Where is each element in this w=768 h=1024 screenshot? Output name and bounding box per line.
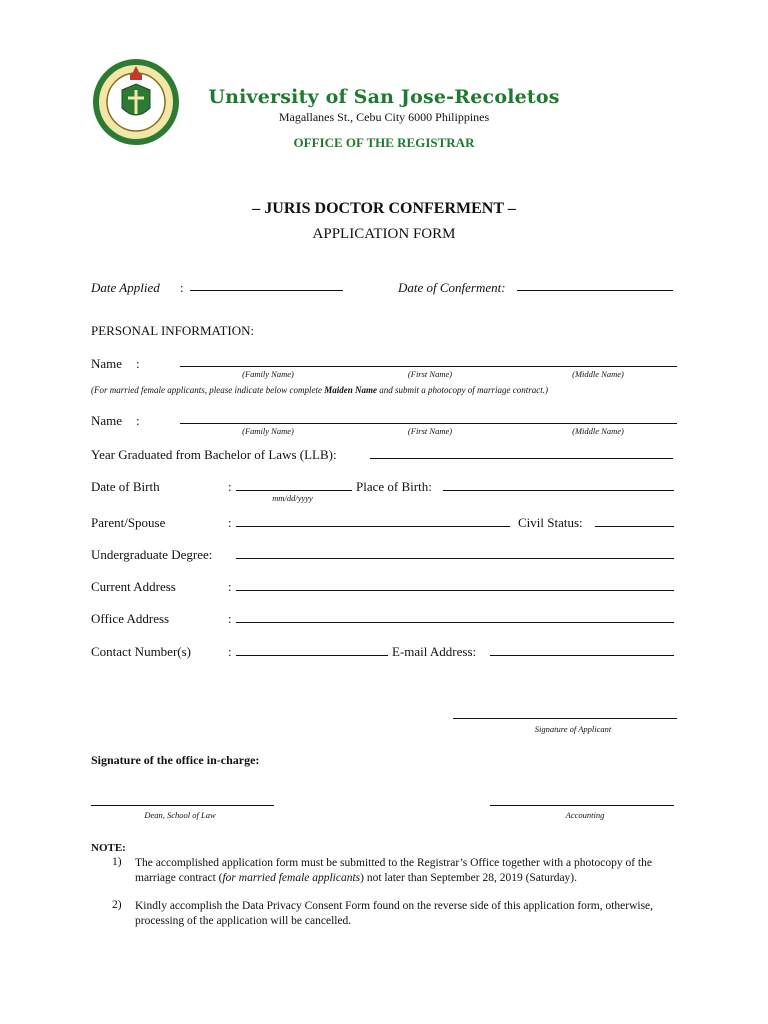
middle-name-hint: (Middle Name) [572,369,624,379]
name-colon: : [136,356,140,371]
name-label: Name [91,356,123,371]
applicant-signature-label: Signature of Applicant [534,724,612,734]
maiden-name-field[interactable] [180,423,677,424]
maiden-first-name-hint: (First Name) [407,426,453,436]
date-conferment-field[interactable] [517,290,673,291]
email-label: E-mail Address: [392,644,477,659]
pob-field[interactable] [443,490,674,491]
family-name-hint: (Family Name) [242,369,294,379]
current-address-colon: : [228,579,232,594]
maiden-name-label: Name [91,413,123,428]
first-name-hint: (First Name) [407,369,453,379]
office-address-label: Office Address [91,611,170,626]
current-address-field[interactable] [236,590,674,591]
form-title: – JURIS DOCTOR CONFERMENT – [252,200,516,217]
note-1-text: The accomplished application form must be submitted to the Registrar’s Office together with a photocopy of the marriage contract (for married female applicants) not later than September 28, 2019 (Saturday). [135,857,652,884]
married-note: (For married female applicants, please indicate below complete Maiden Name and submit a photocopy of marriage contract.) [91,385,548,395]
dob-field[interactable] [236,490,352,491]
applicant-signature-line[interactable] [453,718,677,719]
year-graduated-label: Year Graduated from Bachelor of Laws (LLB): [91,447,337,462]
email-field[interactable] [490,655,674,656]
date-applied-field[interactable] [190,290,343,291]
parent-label: Parent/Spouse [91,515,166,530]
maiden-name-colon: : [136,413,140,428]
contact-label: Contact Number(s) [91,644,192,659]
note-2-number: 2) [112,899,122,911]
university-address: Magallanes St., Cebu City 6000 Philippines [278,110,490,124]
note-2-text: Kindly accomplish the Data Privacy Consent Form found on the reverse side of this application form, otherwise, processing of the application will be cancelled. [135,900,654,927]
dob-label: Date of Birth [91,479,160,494]
civil-status-label: Civil Status: [518,515,583,530]
dob-hint: mm/dd/yyyy [272,493,313,503]
office-address-colon: : [228,611,232,626]
contact-field[interactable] [236,655,388,656]
current-address-label: Current Address [91,579,176,594]
university-name: University of San Jose-Recoletos [208,86,560,108]
personal-info-label: PERSONAL INFORMATION: [91,323,255,338]
maiden-family-name-hint: (Family Name) [242,426,294,436]
dean-signature-line[interactable] [91,805,274,806]
pob-label: Place of Birth: [356,479,432,494]
undergrad-field[interactable] [236,558,674,559]
accounting-signature-line[interactable] [490,805,674,806]
date-applied-colon: : [180,280,184,295]
civil-status-field[interactable] [595,526,674,527]
date-applied-label: Date Applied [91,280,160,295]
year-graduated-field[interactable] [370,458,673,459]
office-signature-label: Signature of the office in-charge: [91,753,260,767]
note-heading: NOTE: [91,842,126,854]
dob-colon: : [228,479,232,494]
office-address-field[interactable] [236,622,674,623]
undergrad-label: Undergraduate Degree: [91,547,213,562]
accounting-label: Accounting [565,810,605,820]
note-1-number: 1) [112,856,122,868]
maiden-middle-name-hint: (Middle Name) [572,426,624,436]
form-subtitle: APPLICATION FORM [312,226,456,242]
name-field[interactable] [180,366,677,367]
contact-colon: : [228,644,232,659]
parent-field[interactable] [236,526,510,527]
parent-colon: : [228,515,232,530]
office-title: OFFICE OF THE REGISTRAR [293,135,475,150]
date-conferment-label: Date of Conferment: [398,280,506,295]
dean-label: Dean, School of Law [144,810,216,820]
